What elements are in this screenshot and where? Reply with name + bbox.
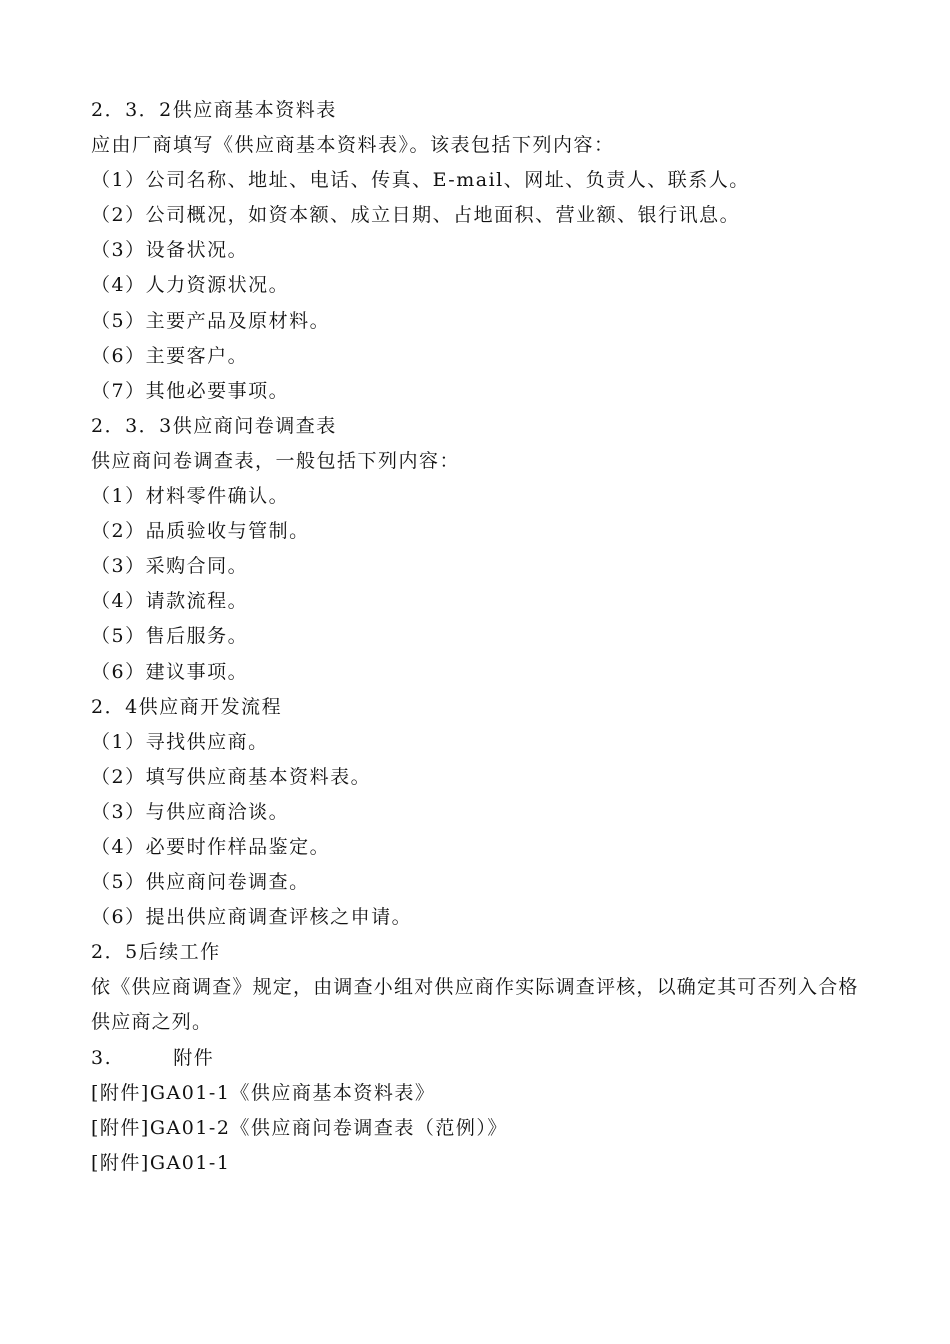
list-item: （1）公司名称、地址、电话、传真、E-mail、网址、负责人、联系人。 [91, 169, 750, 192]
list-item: （2）公司概况，如资本额、成立日期、占地面积、营业额、银行讯息。 [91, 204, 741, 227]
text-line: 供应商问卷调查表，一般包括下列内容： [91, 449, 461, 472]
heading-2-5: 2．5后续工作 [91, 941, 221, 964]
follow-up-paragraph: 依《供应商调查》规定，由调查小组对供应商作实际调查评核，以确定其可否列入合格供应商之列。 [91, 976, 859, 1034]
list-item: （2）填写供应商基本资料表。 [91, 765, 372, 788]
list-item: （3）设备状况。 [91, 239, 249, 262]
list-item: （4）人力资源状况。 [91, 274, 290, 297]
list-item: （4）必要时作样品鉴定。 [91, 835, 331, 858]
document-body [91, 93, 871, 1181]
list-item: （2）品质验收与管制。 [91, 520, 310, 543]
list-item: （5）主要产品及原材料。 [91, 309, 331, 332]
list-item: （3）与供应商洽谈。 [91, 800, 290, 823]
list-item: （6）建议事项。 [91, 660, 249, 683]
attachment-line: [附件]GA01-1 [91, 1151, 231, 1174]
list-item: （1）材料零件确认。 [91, 485, 290, 508]
attachment-line: [附件]GA01-1《供应商基本资料表》 [91, 1081, 436, 1104]
heading-2-3-2: 2．3．2供应商基本资料表 [91, 99, 337, 121]
section-title: 附件 [173, 1046, 215, 1069]
heading-2-3-3: 2．3．3供应商问卷调查表 [91, 414, 337, 437]
text-line: 应由厂商填写《供应商基本资料表》。该表包括下列内容： [91, 134, 615, 157]
list-item: （3）采购合同。 [91, 555, 249, 578]
list-item: （6）提出供应商调查评核之申请。 [91, 906, 413, 929]
list-item: （5）供应商问卷调查。 [91, 871, 310, 894]
list-item: （7）其他必要事项。 [91, 379, 290, 402]
list-item: （6）主要客户。 [91, 344, 249, 367]
heading-3 [91, 1041, 871, 1076]
list-item: （5）售后服务。 [91, 625, 249, 648]
attachment-line: [附件]GA01-2《供应商问卷调查表（范例）》 [91, 1116, 508, 1139]
section-number: 3. [91, 1046, 113, 1069]
list-item: （4）请款流程。 [91, 590, 249, 613]
heading-2-4: 2．4供应商开发流程 [91, 695, 283, 718]
list-item: （1）寻找供应商。 [91, 730, 269, 753]
